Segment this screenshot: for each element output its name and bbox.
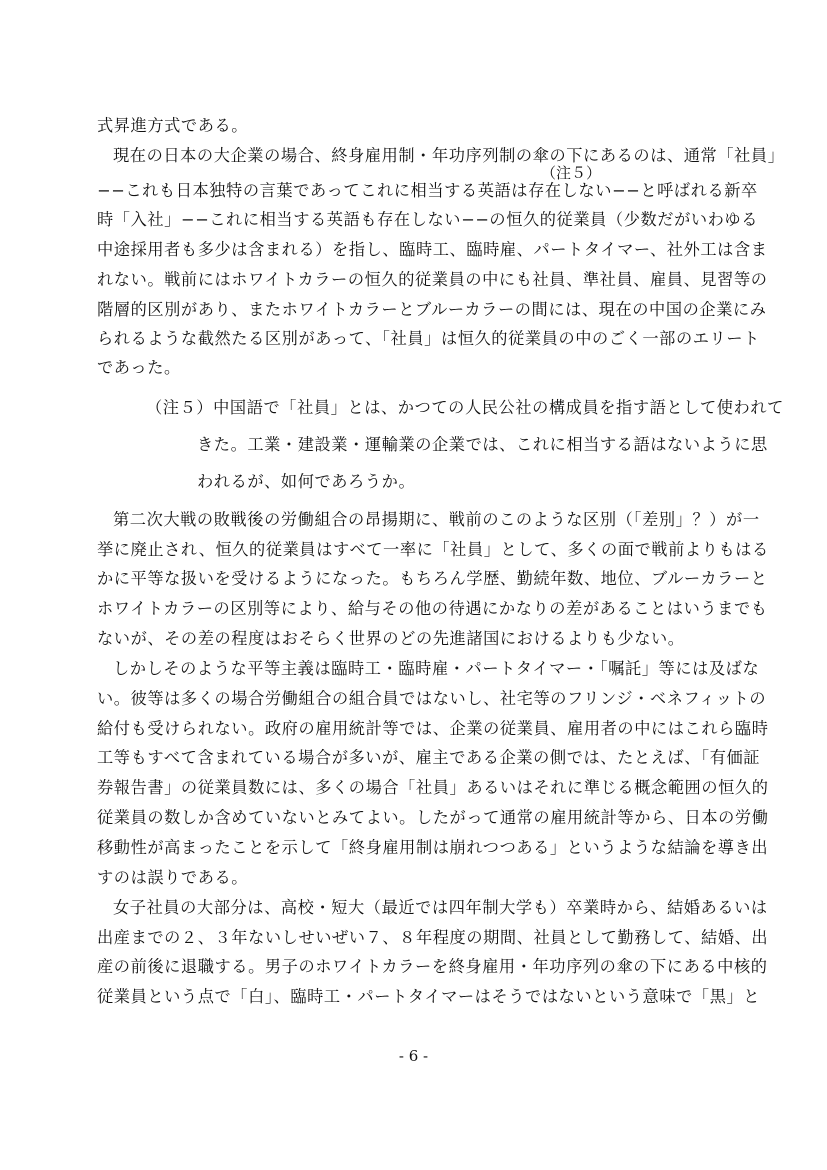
text-line-22: すのは誤りである。 — [97, 868, 249, 887]
text-line-11: 挙に廃止され、恒久的従業員はすべて一率に「社員」として、多くの面で戦前よりもはる — [97, 540, 769, 559]
text-line-13: ホワイトカラーの区別等により、給与その他の待遇にかなりの差があることはいうまでも — [97, 599, 768, 618]
text-line-9: であった。 — [97, 358, 181, 377]
text-line-15: しかしそのような平等主義は臨時工・臨時雇・パートタイマー・「嘱託」等には及ばな — [113, 659, 760, 678]
text-line-1: 式昇進方式である。 — [97, 116, 249, 135]
footnote-reference: （注５） — [541, 164, 602, 182]
text-line-25: 産の前後に退職する。男子のホワイトカラーを終身雇用・年功序列の傘の下にある中核的 — [97, 957, 768, 976]
text-line-4: 時「入社」−−これに相当する英語も存在しない−−の恒久的従業員（少数だがいわゆる — [97, 210, 759, 229]
note-line-1: （注５）中国語で「社員」とは、かつての人民公社の構成員を指す語として使われて — [146, 398, 784, 417]
note-line-2: きた。工業・建設業・運輸業の企業では、これに相当する語はないように思 — [197, 435, 768, 454]
text-line-5: 中途採用者も多少は含まれる）を指し、臨時工、臨時雇、パートタイマー、社外工は含ま — [97, 240, 768, 259]
text-line-14: ないが、その差の程度はおそらく世界のどの先進諸国におけるよりも少ない。 — [97, 629, 685, 648]
text-line-16: い。彼等は多くの場合労働組合の組合員ではないし、社宅等のフリンジ・ベネフィットの — [97, 689, 767, 708]
text-line-10: 第二次大戦の敗戦後の労働組合の昂揚期に、戦前のこのような区別（「差別」？）が一 — [113, 510, 760, 529]
text-line-2: 現在の日本の大企業の場合、終身雇用制・年功序列制の傘の下にあるのは、通常「社員」 — [113, 146, 785, 165]
text-line-21: 移動性が高まったことを示して「終身雇用制は崩れつつある」というような結論を導き出 — [97, 838, 769, 857]
text-line-7: 階層的区別があり、またホワイトカラーとブルーカラーの間には、現在の中国の企業にみ — [97, 300, 767, 319]
text-line-24: 出産までの２、３年ないしせいぜい７、８年程度の期間、社員として勤務して、結婚、出 — [97, 928, 769, 947]
note-line-3: われるが、如何であろうか。 — [197, 472, 416, 491]
text-line-17: 給付も受けられない。政府の雇用統計等では、企業の従業員、雇用者の中にはこれら臨時 — [97, 719, 769, 738]
text-line-12: かに平等な扱いを受けるようになった。もちろん学歴、勤続年数、地位、ブルーカラーと — [97, 569, 768, 588]
text-line-6: れない。戦前にはホワイトカラーの恒久的従業員の中にも社員、準社員、雇員、見習等の — [97, 270, 768, 289]
text-line-23: 女子社員の大部分は、高校・短大（最近では四年制大学も）卒業時から、結婚あるいは — [113, 898, 768, 917]
text-line-3: −−これも日本独特の言葉であってこれに相当する英語は存在しない−−と呼ばれる新卒 — [97, 181, 758, 200]
page-number: - 6 - — [398, 1047, 429, 1065]
text-line-8: られるような截然たる区別があって、「社員」は恒久的従業員の中のごく一部のエリート — [97, 329, 760, 348]
text-line-20: 従業員の数しか含めていないとみてよい。したがって通常の雇用統計等から、日本の労働 — [97, 808, 769, 827]
text-line-19: 券報告書」の従業員数には、多くの場合「社員」あるいはそれに準じる概念範囲の恒久的 — [97, 778, 769, 797]
text-line-18: 工等もすべて含まれている場合が多いが、雇主である企業の側では、たとえば、「有価証 — [97, 748, 761, 767]
text-line-26: 従業員という点で「白」、臨時工・パートタイマーはそうではないという意味で「黒」と — [97, 987, 761, 1006]
